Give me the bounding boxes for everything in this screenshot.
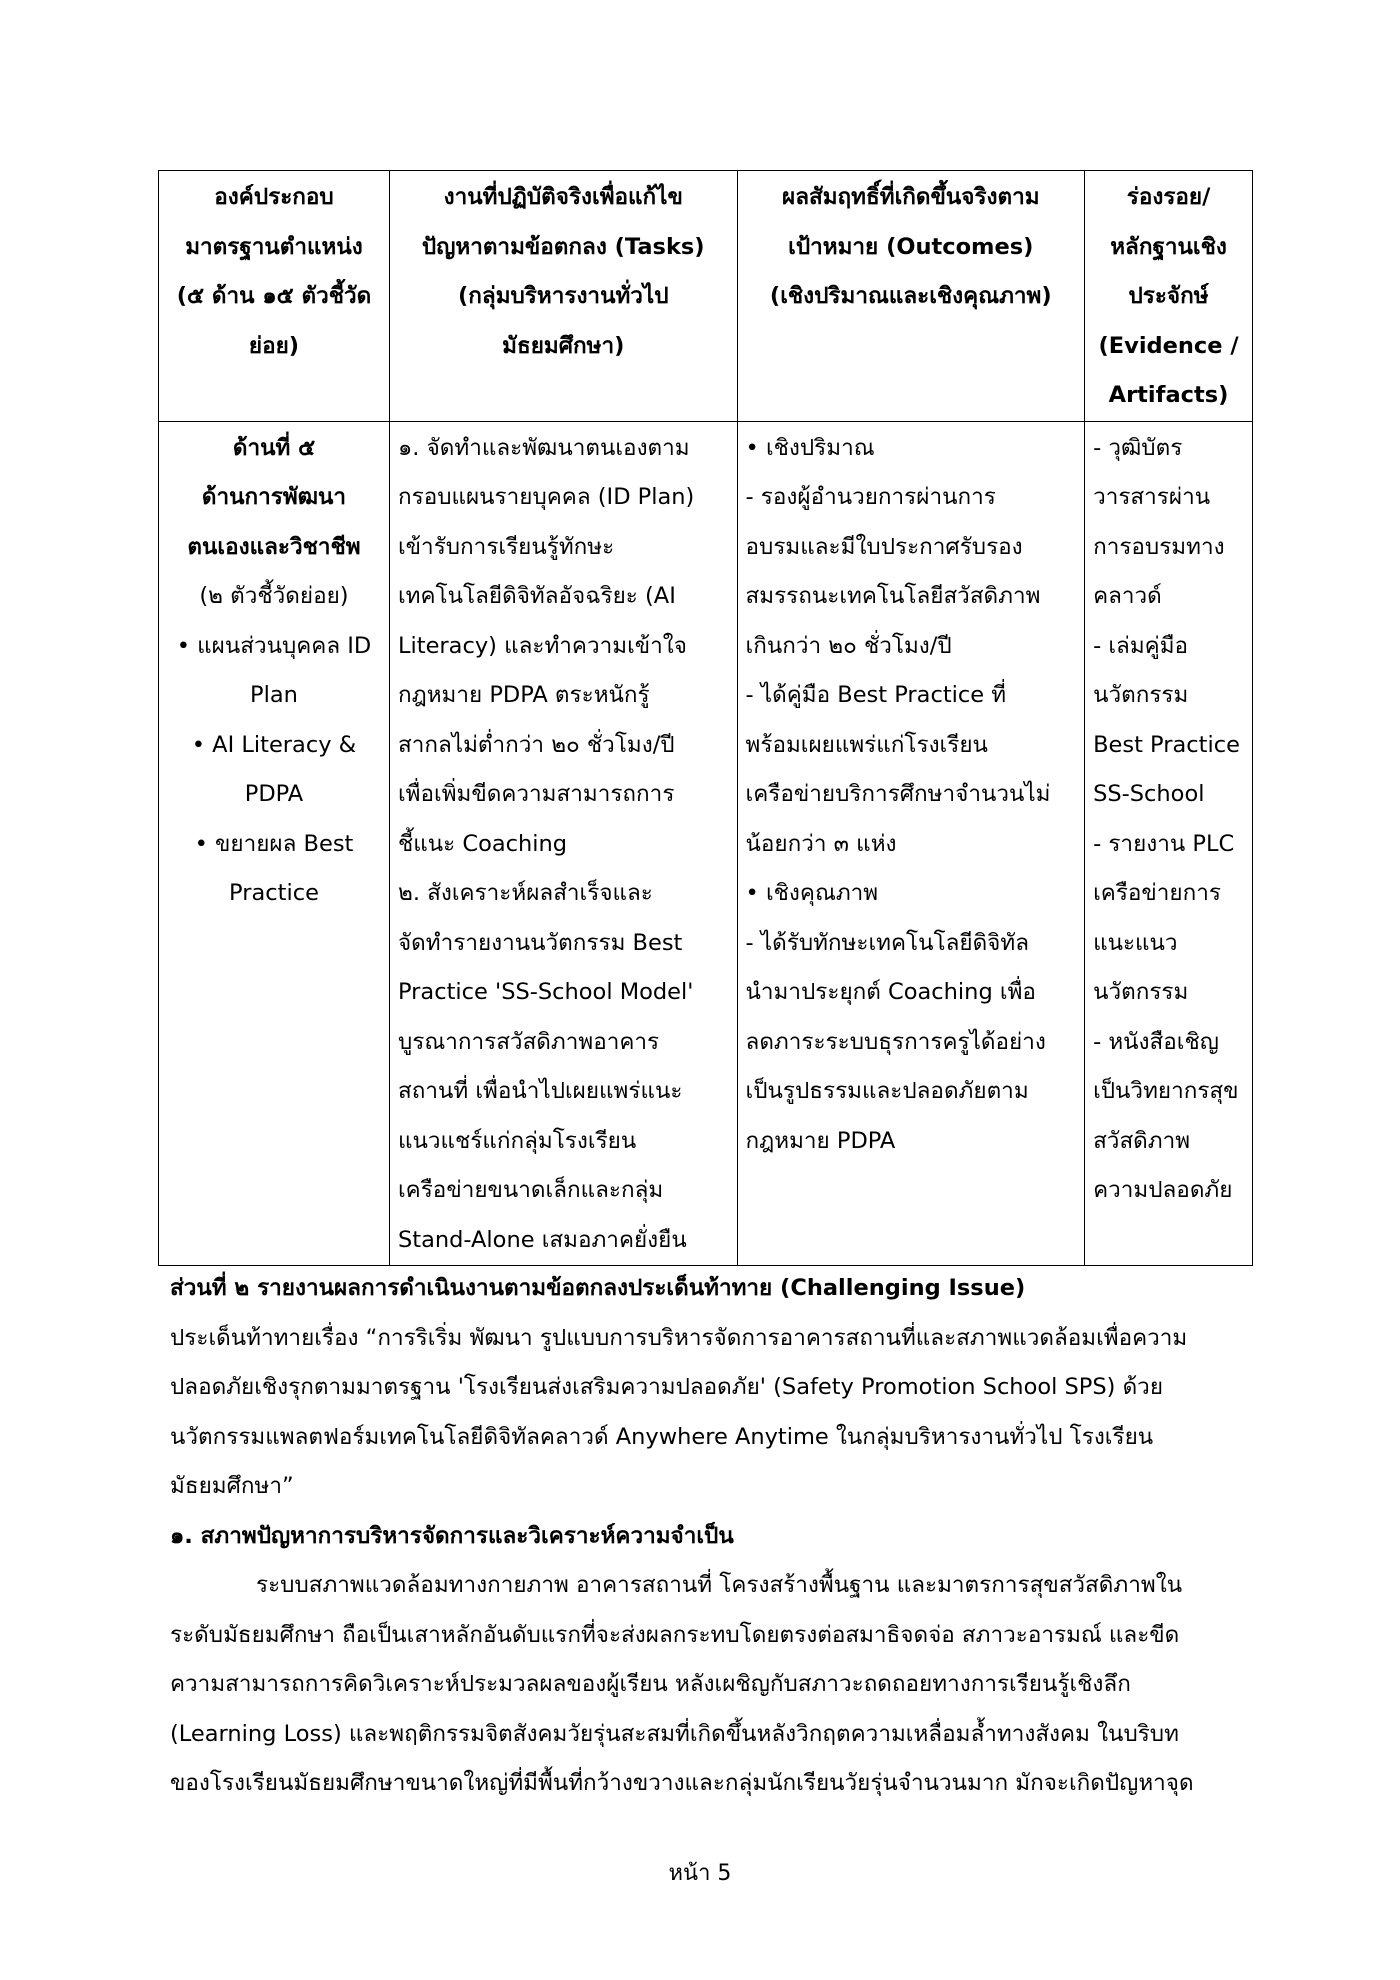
cell-line: ด้านที่ ๕ (232, 434, 316, 461)
cell-line: PDPA (244, 781, 304, 807)
cell-line: เป็นวิทยากรสุข (1093, 1078, 1239, 1104)
body-line: ระดับมัธยมศึกษา ถือเป็นเสาหลักอันดับแรกที่จะส่งผลกระทบโดยตรงต่อสมาธิจดจ่อ สภาวะอารมณ์ และขีด (170, 1621, 1180, 1648)
cell-line: คลาวด์ (1093, 583, 1162, 609)
header-line: (เชิงปริมาณและเชิงคุณภาพ) (769, 283, 1052, 309)
issue-line: มัธยมศึกษา” (170, 1473, 294, 1499)
cell-line: เทคโนโลยีดิจิทัลอัจฉริยะ (AI (397, 583, 676, 609)
cell-line: กฎหมาย PDPA ตระหนักรู้ (397, 682, 650, 708)
cell-line: Practice 'SS-School Model' (397, 979, 694, 1005)
cell-line: เครือข่ายการ (1093, 880, 1221, 906)
header-standard-component (159, 171, 390, 422)
cell-line: Practice (229, 880, 319, 906)
cell-line: นวัตกรรม (1093, 979, 1189, 1005)
cell-line: เกินกว่า ๒๐ ชั่วโมง/ปี (745, 632, 952, 659)
cell-line: ความปลอดภัย (1093, 1177, 1233, 1203)
cell-line: - ได้รับทักษะเทคโนโลยีดิจิทัล (745, 929, 1029, 956)
cell-line: เข้ารับการเรียนรู้ทักษะ (397, 533, 615, 560)
part2-heading: ส่วนที่ ๒ รายงานผลการดำเนินงานตามข้อตกลงประเด็นท้าทาย (Challenging Issue) (170, 1275, 1026, 1301)
header-line: (Evidence / (1098, 332, 1239, 359)
cell-line: สถานที่ เพื่อนำไปเผยแพร่แนะ (397, 1078, 683, 1104)
cell-line: พร้อมเผยแพร่แก่โรงเรียน (745, 731, 988, 758)
cell-line: กรอบแผนรายบุคคล (ID Plan) (397, 484, 695, 510)
cell-line: วารสารผ่าน (1093, 484, 1211, 510)
cell-line: - รายงาน PLC (1093, 830, 1235, 857)
cell-line: ๒. สังเคราะห์ผลสำเร็จและ (397, 880, 653, 906)
cell-line: (๒ ตัวชี้วัดย่อย) (199, 583, 349, 609)
header-line: งานที่ปฏิบัติจริงเพื่อแก้ไข (443, 184, 683, 210)
performance-table (158, 170, 1253, 1266)
part2-section (170, 1264, 1245, 1809)
page-number: หน้า 5 (668, 1861, 732, 1886)
cell-line: • เชิงคุณภาพ (745, 880, 879, 906)
body-line: ความสามารถการคิดวิเคราะห์ประมวลผลของผู้เรียน หลังเผชิญกับสภาวะถดถอยทางการเรียนรู้เชิงลึก (170, 1671, 1131, 1697)
cell-line: จัดทำรายงานนวัตกรรม Best (397, 929, 683, 956)
cell-line: • ขยายผล Best (194, 830, 354, 857)
cell-line: • AI Literacy & (191, 731, 357, 758)
header-outcomes (737, 171, 1085, 422)
cell-line: การอบรมทาง (1093, 533, 1225, 560)
cell-line: - ได้คู่มือ Best Practice ที่ (745, 682, 1007, 708)
cell-line: อบรมและมีใบประกาศรับรอง (745, 533, 1023, 560)
cell-evidence (1085, 421, 1253, 1266)
cell-line: แนวแชร์แก่กลุ่มโรงเรียน (397, 1127, 637, 1154)
cell-tasks (389, 421, 737, 1266)
cell-line: ตนเองและวิชาชีพ (187, 533, 361, 560)
header-line: เป้าหมาย (Outcomes) (788, 233, 1034, 260)
cell-line: SS-School (1093, 781, 1205, 807)
body-line: ระบบสภาพแวดล้อมทางกายภาพ อาคารสถานที่ โครงสร้างพื้นฐาน และมาตรการสุขสวัสดิภาพใน (256, 1572, 1183, 1598)
cell-line: - วุฒิบัตร (1093, 434, 1183, 461)
cell-line: นำมาประยุกต์ Coaching เพื่อ (745, 979, 1036, 1005)
cell-line: เป็นรูปธรรมและปลอดภัยตาม (745, 1078, 1029, 1104)
cell-line: ลดภาระระบบธุรการครูได้อย่าง (745, 1028, 1046, 1055)
header-line: ผลสัมฤทธิ์ที่เกิดขึ้นจริงตาม (782, 184, 1040, 210)
header-line: หลักฐานเชิง (1110, 233, 1227, 260)
header-line: ประจักษ์ (1128, 283, 1209, 309)
cell-line: - รองผู้อำนวยการผ่านการ (745, 484, 996, 510)
cell-line: - หนังสือเชิญ (1093, 1028, 1219, 1055)
body-line: (Learning Loss) และพฤติกรรมจิตสังคมวัยรุ่นสะสมที่เกิดขึ้นหลังวิกฤตความเหลื่อมล้ำทางสังคม ในบริบท (170, 1720, 1179, 1747)
header-line: ย่อย) (248, 332, 300, 359)
section-subheading: ๑. สภาพปัญหาการบริหารจัดการและวิเคราะห์ความจำเป็น (170, 1522, 734, 1549)
cell-line: ชี้แนะ Coaching (397, 830, 568, 857)
cell-line: Literacy) และทำความเข้าใจ (397, 632, 687, 659)
cell-line: เครือข่ายขนาดเล็กและกลุ่ม (397, 1177, 664, 1203)
cell-line: • เชิงปริมาณ (745, 434, 875, 461)
cell-outcomes (737, 421, 1085, 1266)
issue-line: ประเด็นท้าทายเรื่อง “การริเริ่ม พัฒนา รูปแบบการบริหารจัดการอาคารสถานที่และสภาพแวดล้อมเพื่อความ (170, 1324, 1188, 1351)
header-evidence (1085, 171, 1253, 422)
table-header-row (159, 171, 1253, 422)
cell-standard-component (159, 421, 390, 1266)
issue-line: นวัตกรรมแพลตฟอร์มเทคโนโลยีดิจิทัลคลาวด์ Anywhere Anytime ในกลุ่มบริหารงานทั่วไป โรงเรียน (170, 1423, 1154, 1450)
cell-line: สมรรถนะเทคโนโลยีสวัสดิภาพ (745, 583, 1041, 609)
header-line: (กลุ่มบริหารงานทั่วไป (458, 283, 669, 309)
header-line: (๕ ด้าน ๑๕ ตัวชี้วัด (176, 283, 372, 309)
header-line: ปัญหาตามข้อตกลง (Tasks) (421, 233, 705, 260)
header-line: มัธยมศึกษา) (502, 332, 625, 359)
cell-line: น้อยกว่า ๓ แห่ง (745, 830, 897, 857)
cell-line: • แผนส่วนบุคคล ID (176, 632, 372, 659)
body-line: ของโรงเรียนมัธยมศึกษาขนาดใหญ่ที่มีพื้นที่กว้างขวางและกลุ่มนักเรียนวัยรุ่นจำนวนมาก มักจะเกิดปัญหาจุด (170, 1770, 1194, 1796)
header-line: องค์ประกอบ (214, 184, 334, 210)
cell-line: Best Practice (1093, 731, 1240, 758)
issue-line: ปลอดภัยเชิงรุกตามมาตรฐาน 'โรงเรียนส่งเสริมความปลอดภัย' (Safety Promotion School SPS) ด้วย (170, 1374, 1163, 1400)
cell-line: บูรณาการสวัสดิภาพอาคาร (397, 1028, 660, 1055)
cell-line: - เล่มคู่มือ (1093, 632, 1189, 659)
header-tasks (389, 171, 737, 422)
header-line: Artifacts) (1108, 382, 1229, 408)
header-line: ร่องรอย/ (1126, 184, 1211, 210)
cell-line: Plan (250, 682, 298, 708)
table-row (159, 421, 1253, 1266)
cell-line: นวัตกรรม (1093, 682, 1189, 708)
cell-line: แนะแนว (1093, 929, 1178, 956)
cell-line: สวัสดิภาพ (1093, 1127, 1191, 1154)
cell-line: ด้านการพัฒนา (201, 484, 347, 510)
cell-line: กฎหมาย PDPA (745, 1127, 896, 1154)
cell-line: Stand-Alone เสมอภาคยั่งยืน (397, 1226, 687, 1253)
cell-line: สากลไม่ต่ำกว่า ๒๐ ชั่วโมง/ปี (397, 731, 675, 758)
cell-line: เครือข่ายบริการศึกษาจำนวนไม่ (745, 781, 1051, 807)
cell-line: ๑. จัดทำและพัฒนาตนเองตาม (397, 434, 690, 461)
header-line: มาตรฐานตำแหน่ง (185, 233, 363, 260)
cell-line: เพื่อเพิ่มขีดความสามารถการ (397, 781, 675, 807)
